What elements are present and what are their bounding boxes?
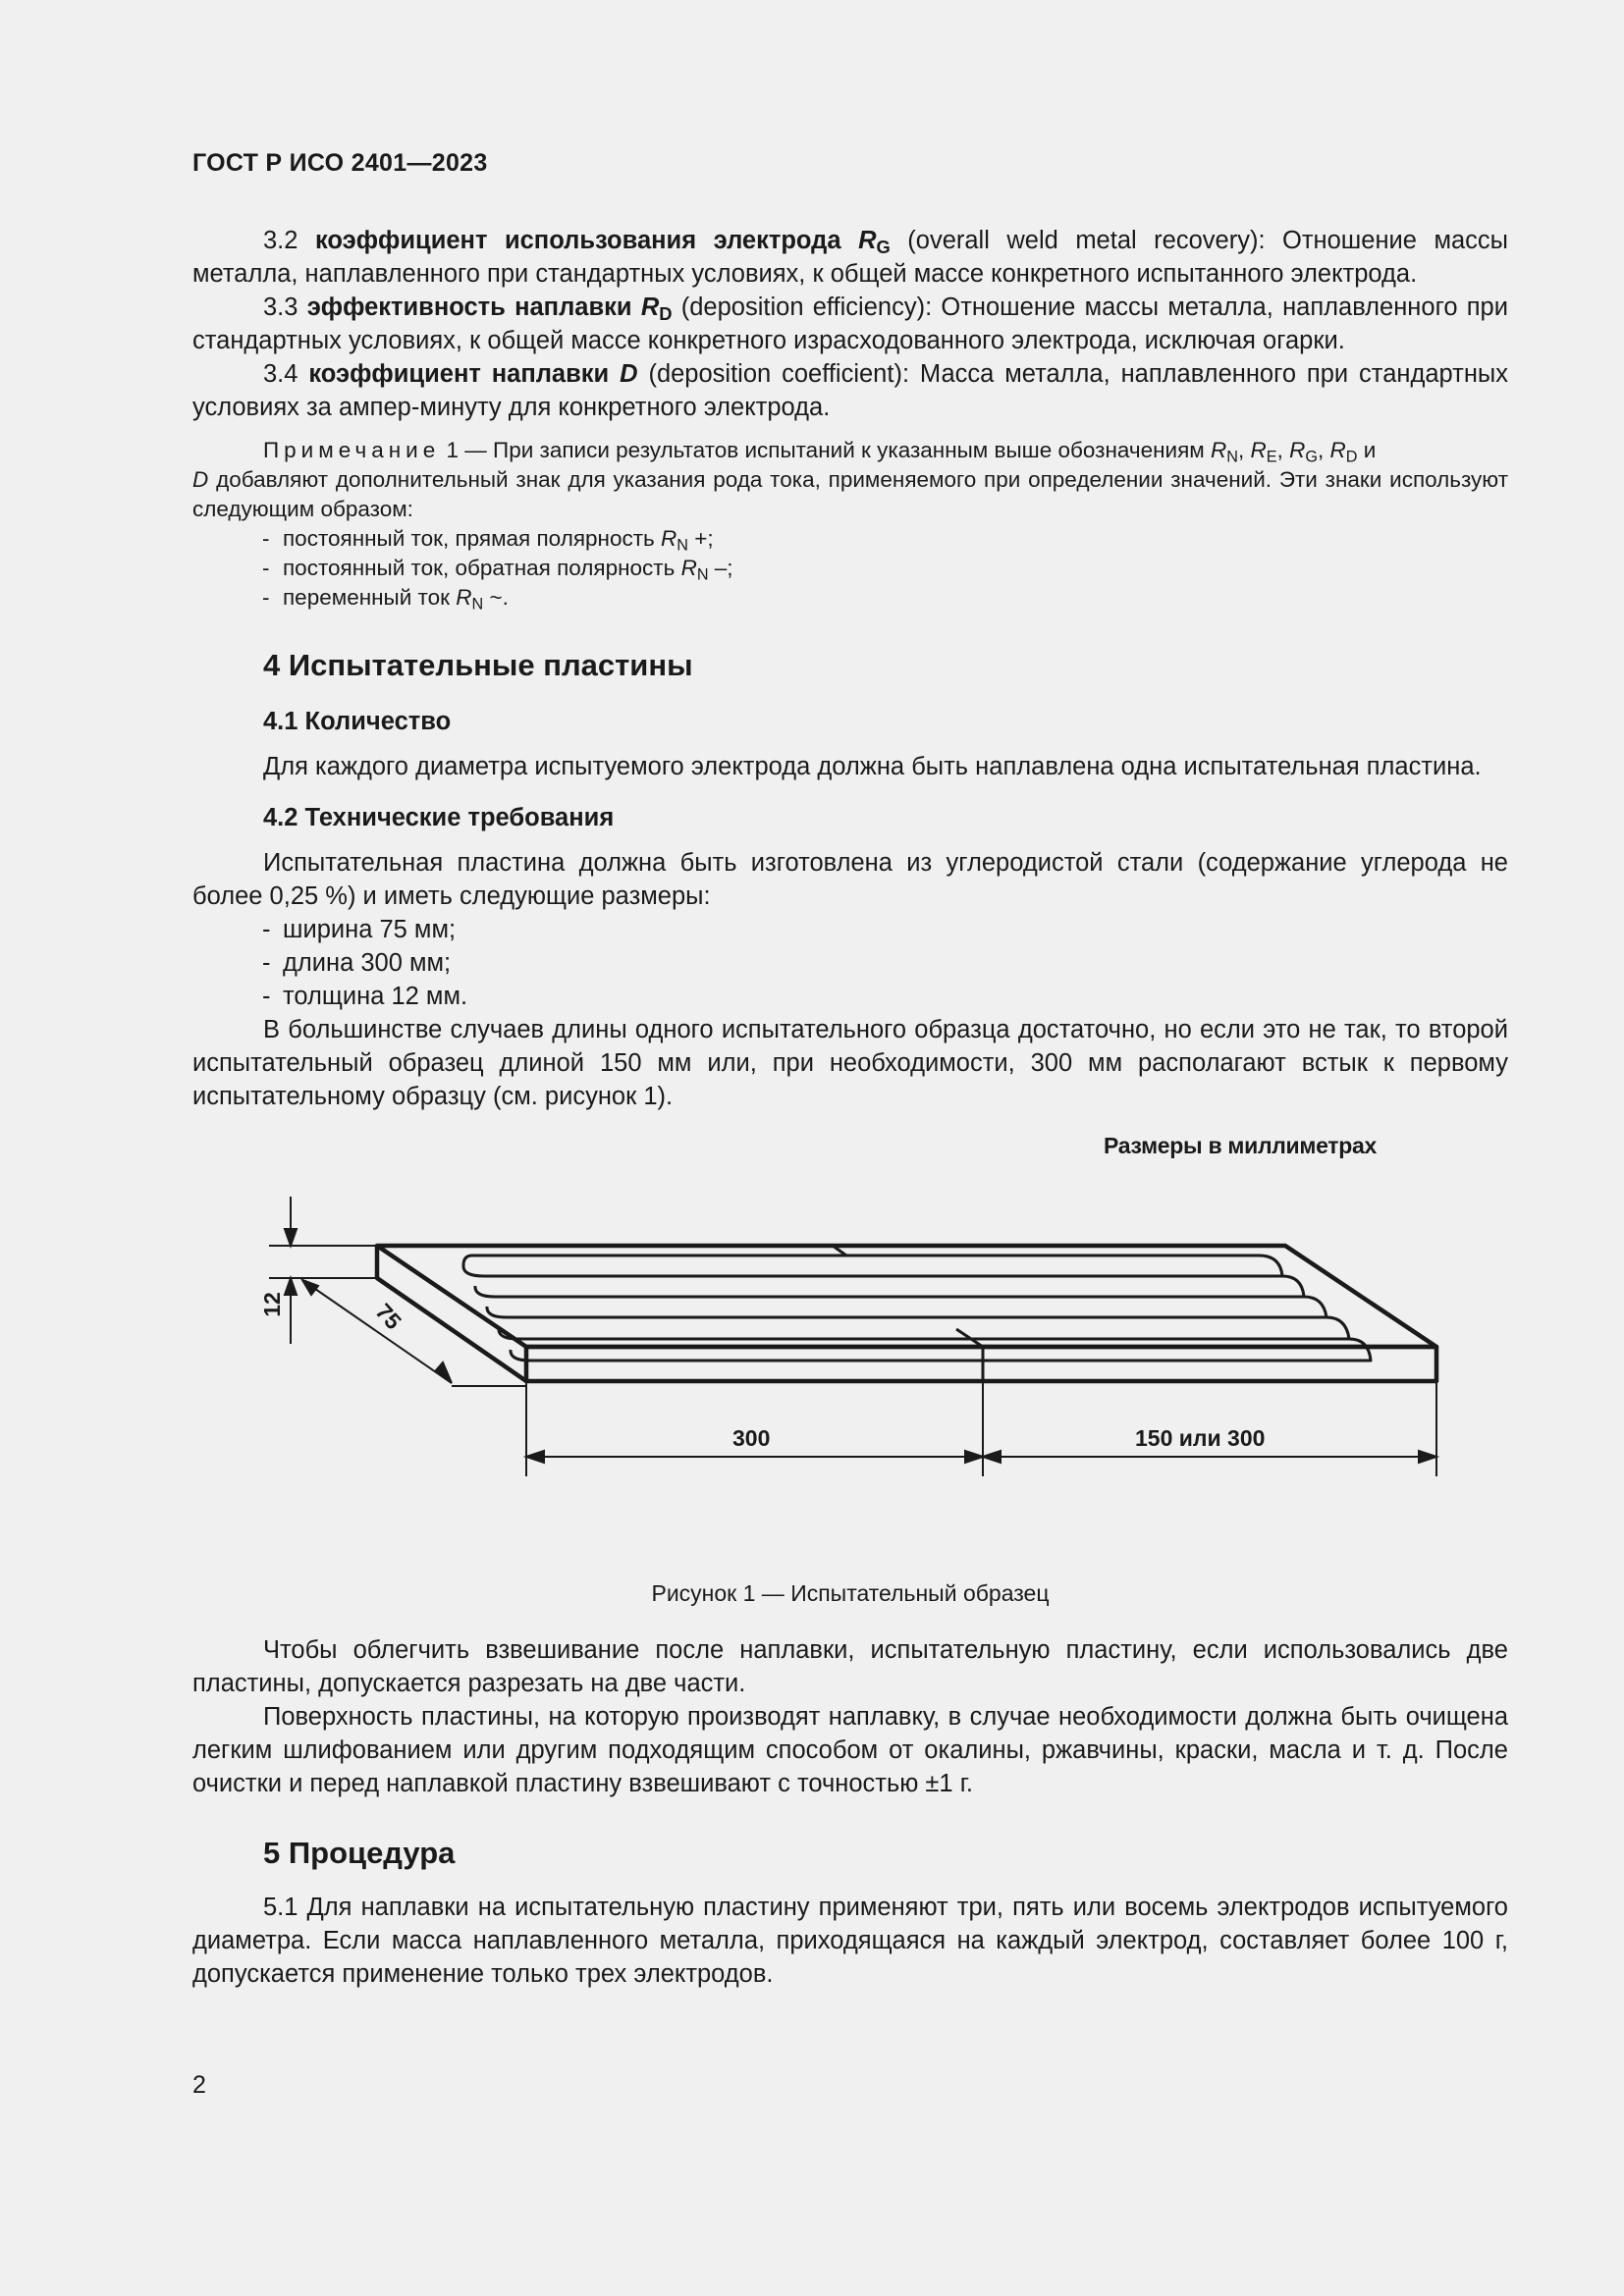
term: эффективность наплавки	[306, 294, 632, 321]
paragraph: Испытательная пластина должна быть изготовлена из углеродистой стали (содержание углерода не более 0,25 %) и иметь следующие размеры:	[192, 849, 1508, 910]
list-item: - постоянный ток, прямая полярность $R_N$ +;	[192, 524, 1508, 554]
paragraph: Для каждого диаметра испытуемого электрода должна быть наплавлена одна испытательная пластина.	[263, 753, 1482, 780]
weld-bead-3	[487, 1297, 1326, 1317]
units-label: Размеры в миллиметрах	[1104, 1133, 1377, 1158]
dimensions-list	[192, 913, 1508, 1013]
paragraph: В большинстве случаев длины одного испытательного образца достаточно, но если это не так, то второй испытательный образец длиной 150 мм или, при необходимости, 300 мм располагают встык к первому испытательному образцу (см. рисунок 1).	[192, 1016, 1508, 1110]
figure-caption: Рисунок 1 — Испытательный образец	[651, 1580, 1050, 1606]
list-item: - переменный ток $R_N$ ~.	[192, 583, 1508, 613]
definition-3-3: 3.3 эффективность наплавки $R_D$ (deposition efficiency): Отношение массы металла, наплавленного при стандартных условиях, к общей массе конкретного израсходованного электрода, исключая огарки.	[192, 294, 1508, 354]
weld-bead-1	[463, 1255, 1282, 1276]
paragraph: 5.1 Для наплавки на испытательную пластину применяют три, пять или восемь электродов испытуемого диаметра. Если масса наплавленного металла, приходящаяся на каждый электрод, составляет более 100 г, допускается применение только трех электродов.	[192, 1894, 1508, 1988]
definition-3-4: 3.4 коэффициент наплавки D (deposition coefficient): Масса металла, наплавленного при стандартных условиях за ампер-минуту для конкретного электрода.	[192, 360, 1508, 421]
weld-bead-5	[511, 1339, 1371, 1361]
section-4-title: 4 Испытательные пластины	[263, 648, 693, 682]
paragraph: Поверхность пластины, на которую производят наплавку, в случае необходимости должна быть очищена легким шлифованием или другим подходящим способом от окалины, ржавчины, краски, масла и т. д. После очистки и перед наплавкой пластину взвешивают с точностью ±1 г.	[192, 1703, 1508, 1797]
section-4-2-title: 4.2 Технические требования	[263, 804, 615, 831]
list-item: - ширина 75 мм;	[192, 913, 1508, 946]
figure-1	[192, 1172, 1508, 1565]
dim-length-150-label: 150 или 300	[1135, 1425, 1266, 1451]
paragraph: Чтобы облегчить взвешивание после наплавки, испытательную пластину, если использовались две пластины, допускается разрезать на две части.	[192, 1636, 1508, 1697]
weld-bead-4	[499, 1317, 1349, 1339]
dim-length-300-label: 300	[732, 1425, 771, 1451]
term: коэффициент использования электрода	[314, 227, 841, 254]
test-plate-drawing	[192, 1172, 1508, 1565]
list-item: - постоянный ток, обратная полярность $R_N$ –;	[192, 554, 1508, 583]
section-5-title: 5 Процедура	[263, 1836, 456, 1870]
dim-thickness-label: 12	[258, 1292, 285, 1317]
list-item: - толщина 12 мм.	[192, 980, 1508, 1013]
note-1: Примечание 1 — При записи результатов испытаний к указанным выше обозначениям $R_N$, $R_E$, $R_G$, $R_D$ и D добавляют дополнительный знак для указания рода тока, применяемого при определении значений. Эти знаки используют следующим образом: - постоянный ток, прямая полярность $R_N$ +; - постоянный ток, обратная полярность $R_N$ –; - переменный ток $R_N$ ~.	[192, 436, 1508, 613]
document-header: ГОСТ Р ИСО 2401—2023	[192, 149, 488, 177]
page-content	[192, 224, 1508, 1991]
list-item: - длина 300 мм;	[192, 946, 1508, 980]
dim-width-label: 75	[370, 1298, 407, 1335]
term: коэффициент наплавки	[308, 360, 610, 388]
section-4-1-title: 4.1 Количество	[263, 708, 452, 735]
weld-bead-2	[475, 1276, 1304, 1297]
definition-3-2: 3.2 коэффициент использования электрода $R_G$ (overall weld metal recovery): Отношение массы металла, наплавленного при стандартных условиях, к общей массе конкретного испытанного электрода.	[192, 227, 1508, 288]
note-label: Примечание	[263, 438, 441, 462]
page-number: 2	[192, 2071, 206, 2099]
note-list	[192, 524, 1508, 613]
